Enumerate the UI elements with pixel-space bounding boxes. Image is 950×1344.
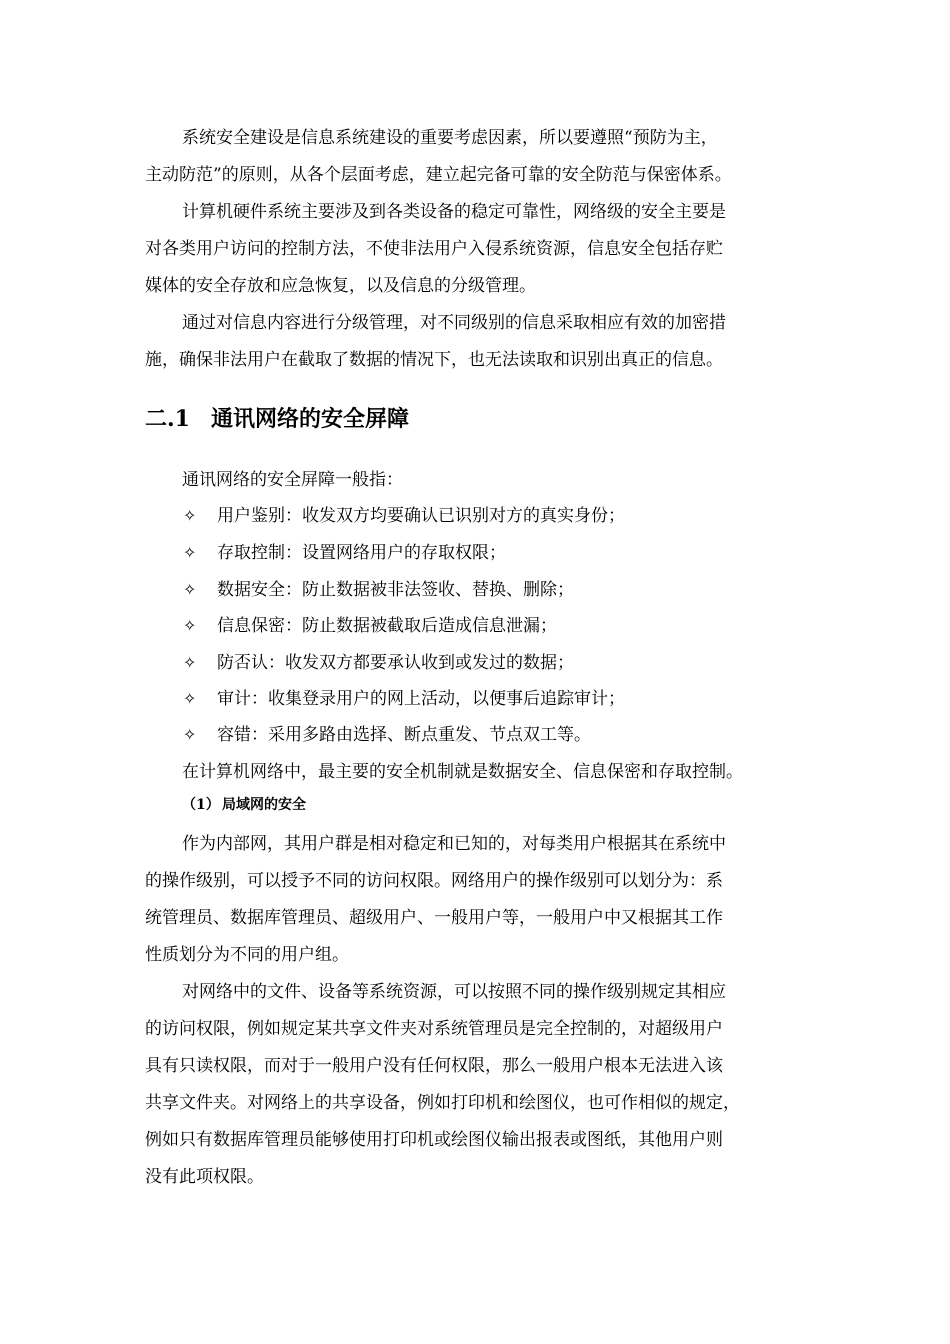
paragraph-line: 主动防范”的原则，从各个层面考虑，建立起完备可靠的安全防范与保密体系。 [145, 165, 732, 185]
subsection-title: 局域网的安全 [222, 797, 306, 813]
section-heading [145, 404, 409, 434]
diamond-bullet-icon: ✧ [183, 653, 197, 672]
list-item-text: 审计：收集登录用户的网上活动，以便事后追踪审计； [217, 689, 625, 709]
section-title: 通讯网络的安全屏障 [211, 406, 410, 432]
list-item-text: 存取控制：设置网络用户的存取权限； [217, 543, 506, 563]
list-item [183, 688, 625, 710]
paragraph-line: 计算机硬件系统主要涉及到各类设备的稳定可靠性，网络级的安全主要是 [182, 202, 726, 222]
summary-text: 在计算机网络中，最主要的安全机制就是数据安全、信息保密和存取控制。 [182, 762, 743, 782]
diamond-bullet-icon: ✧ [183, 506, 197, 525]
paragraph-line: 对网络中的文件、设备等系统资源，可以按照不同的操作级别规定其相应 [182, 982, 726, 1002]
paragraph-line: 对各类用户访问的控制方法，不使非法用户入侵系统资源，信息安全包括存贮 [145, 239, 723, 259]
paragraph-line: 系统安全建设是信息系统建设的重要考虑因素，所以要遵照“预防为主， [182, 128, 718, 148]
paragraph-line: 施，确保非法用户在截取了数据的情况下，也无法读取和识别出真正的信息。 [145, 350, 723, 370]
paragraph-line: 例如只有数据库管理员能够使用打印机或绘图仪输出报表或图纸，其他用户则 [145, 1130, 723, 1150]
paragraph-line: 作为内部网，其用户群是相对稳定和已知的，对每类用户根据其在系统中 [182, 834, 726, 854]
subsection-number: （1） [182, 797, 220, 813]
list-item-text: 用户鉴别：收发双方均要确认已识别对方的真实身份； [217, 506, 625, 526]
paragraph-line: 通过对信息内容进行分级管理，对不同级别的信息采取相应有效的加密措 [182, 313, 726, 333]
intro-text: 通讯网络的安全屏障一般指： [182, 470, 403, 490]
list-item [183, 542, 506, 564]
paragraph-line: 共享文件夹。对网络上的共享设备，例如打印机和绘图仪，也可作相似的规定， [145, 1093, 740, 1113]
list-item-text: 数据安全：防止数据被非法签收、替换、删除； [217, 580, 574, 600]
diamond-bullet-icon: ✧ [183, 580, 197, 599]
list-item [183, 579, 574, 601]
paragraph-line: 统管理员、数据库管理员、超级用户、一般用户等，一般用户中又根据其工作 [145, 908, 723, 928]
list-item [183, 724, 591, 746]
paragraph-line: 没有此项权限。 [145, 1167, 264, 1187]
list-item-text: 防否认：收发双方都要承认收到或发过的数据； [217, 653, 574, 673]
paragraph-line: 具有只读权限，而对于一般用户没有任何权限，那么一般用户根本无法进入该 [145, 1056, 723, 1076]
list-item [183, 615, 557, 637]
section-number: 二.1 [145, 406, 190, 432]
list-item-text: 容错：采用多路由选择、断点重发、节点双工等。 [217, 725, 591, 745]
diamond-bullet-icon: ✧ [183, 543, 197, 562]
list-item [183, 505, 625, 527]
list-item-text: 信息保密：防止数据被截取后造成信息泄漏； [217, 616, 557, 636]
list-item [183, 652, 574, 674]
diamond-bullet-icon: ✧ [183, 689, 197, 708]
diamond-bullet-icon: ✧ [183, 725, 197, 744]
paragraph-line: 的操作级别，可以授予不同的访问权限。网络用户的操作级别可以划分为：系 [145, 871, 723, 891]
paragraph-line: 的访问权限，例如规定某共享文件夹对系统管理员是完全控制的，对超级用户 [145, 1019, 723, 1039]
diamond-bullet-icon: ✧ [183, 616, 197, 635]
paragraph-line: 媒体的安全存放和应急恢复，以及信息的分级管理。 [145, 276, 536, 296]
subsection-heading [182, 795, 306, 815]
paragraph-line: 性质划分为不同的用户组。 [145, 945, 349, 965]
